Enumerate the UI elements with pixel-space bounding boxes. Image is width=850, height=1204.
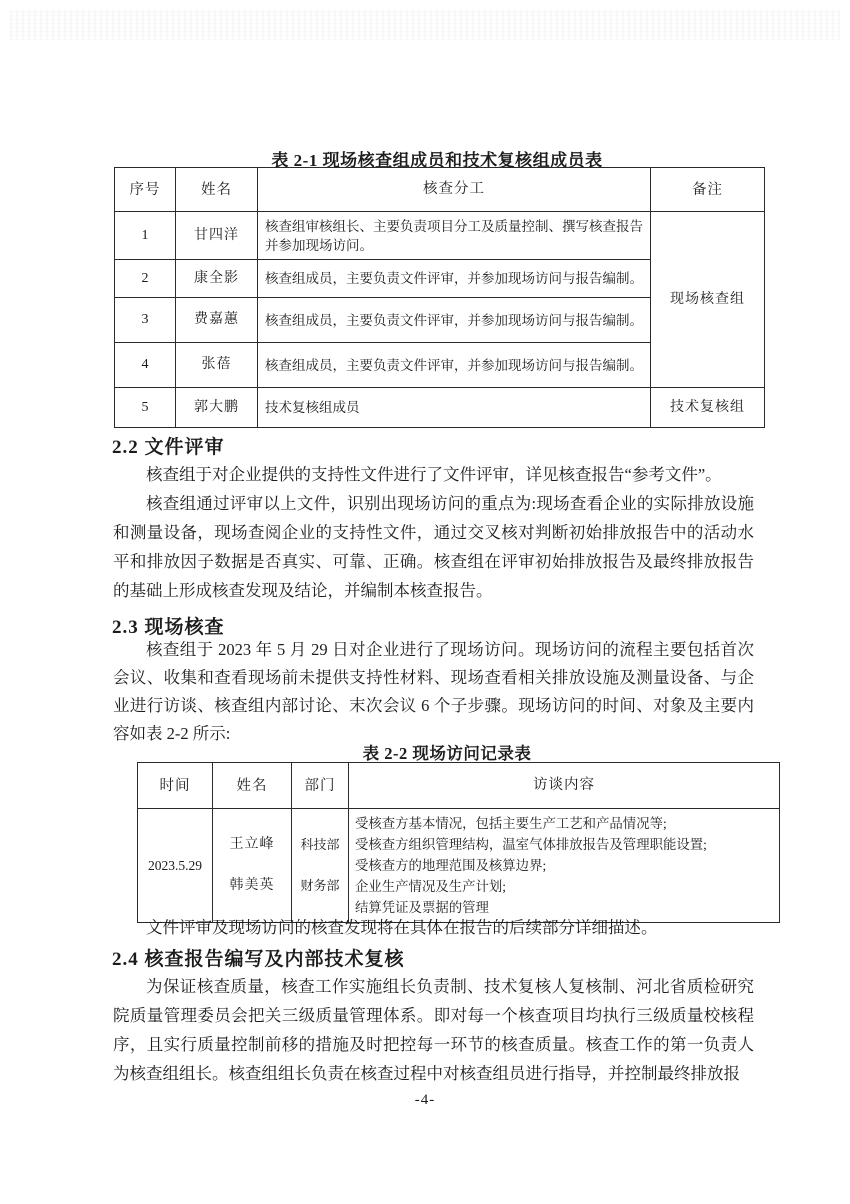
header-name: 姓名 (213, 763, 292, 809)
duty-cell: 核查组成员，主要负责文件评审，并参加现场访问与报告编制。 (258, 298, 651, 343)
duty-cell: 核查组审核组长、主要负责项目分工及质量控制、撰写核查报告并参加现场访问。 (258, 212, 651, 260)
interview-content-cell (349, 809, 780, 923)
after-table-note: 文件评审及现场访问的核查发现将在具体在报告的后续部分详细描述。 (146, 918, 658, 937)
duty-cell: 核查组成员，主要负责文件评审，并参加现场访问与报告编制。 (258, 343, 651, 388)
header-dept: 部门 (292, 763, 349, 809)
name-cell: 张蓓 (176, 343, 258, 388)
serial-cell: 4 (115, 343, 176, 388)
name-cell: 郭大鹏 (176, 388, 258, 428)
interview-content-line: 企业生产情况及生产计划; (355, 879, 507, 894)
interviewee-dept: 科技部 (300, 837, 340, 853)
serial-cell: 1 (115, 212, 176, 260)
table-row (115, 168, 765, 212)
table-row (115, 388, 765, 428)
paragraph: 为保证核查质量，核查工作实施组长负责制、技术复核人复核制、河北省质检研究院质量管理委员会把关三级质量管理体系。即对每一个核查项目均执行三级质量校核程序，且实行质量控制前移的措施及时把控每一环节的核查质量。核查工作的第一负责人为核查组组长。核查组组长负责在核查过程中对核查组员进行指导，并控制最终排放报 (113, 977, 754, 1083)
header-remark: 备注 (651, 168, 765, 212)
name-cell: 康全影 (176, 260, 258, 298)
visit-depts-cell (292, 809, 349, 923)
remark-cell-onsite-group: 现场核查组 (651, 212, 765, 388)
visit-date-cell: 2023.5.29 (138, 809, 213, 923)
paragraph: 核查组于 2023 年 5 月 29 日对企业进行了现场访问。现场访问的流程主要包括首次会议、收集和查看现场前未提供支持性材料、现场查看相关排放设施及测量设备、与企业进行访谈、核查组内部讨论、末次会议 6 个子步骤。现场访问的时间、对象及主要内容如表 2-2 所示: (113, 640, 754, 743)
name-cell: 甘四洋 (176, 212, 258, 260)
table-2-1-title: 表 2-1 现场核查组成员和技术复核组成员表 (271, 151, 603, 170)
interviewee-name: 韩美英 (229, 877, 275, 893)
interview-content-line: 受核查方基本情况，包括主要生产工艺和产品情况等; (355, 816, 667, 831)
section-2-3-body (113, 636, 754, 748)
interviewee-dept: 财务部 (300, 877, 340, 893)
page-number: -4- (414, 1092, 436, 1108)
paragraph: 核查组于对企业提供的支持性文件进行了文件评审，详见核查报告“参考文件”。 (146, 465, 722, 484)
header-serial: 序号 (115, 168, 176, 212)
section-2-4-body (113, 972, 754, 1088)
scan-noise-band (10, 10, 840, 40)
section-2-3-heading: 2.3 现场核查 (112, 617, 225, 638)
section-2-2-heading: 2.2 文件评审 (112, 437, 225, 458)
table-2-1-team-members (114, 167, 765, 428)
section-2-4-heading: 2.4 核查报告编写及内部技术复核 (112, 949, 405, 970)
section-2-2-body (113, 460, 754, 605)
interviewee-name: 王立峰 (229, 837, 275, 853)
paragraph: 核查组通过评审以上文件，识别出现场访问的重点为:现场查看企业的实际排放设施和测量设备，现场查阅企业的支持性文件，通过交叉核对判断初始排放报告中的活动水平和排放因子数据是否真实、可靠、正确。核查组在评审初始排放报告及最终排放报告的基础上形成核查发现及结论，并编制本核查报告。 (113, 494, 754, 600)
table-2-2-title: 表 2-2 现场访问记录表 (362, 744, 532, 763)
header-time: 时间 (138, 763, 213, 809)
header-interview-content: 访谈内容 (349, 763, 780, 809)
serial-cell: 2 (115, 260, 176, 298)
name-cell: 费嘉蕙 (176, 298, 258, 343)
header-name: 姓名 (176, 168, 258, 212)
interview-content-line: 受核查方组织管理结构，温室气体排放报告及管理职能设置; (355, 837, 707, 852)
table-row (138, 809, 780, 923)
interview-content-line: 受核查方的地理范围及核算边界; (355, 858, 547, 873)
serial-cell: 5 (115, 388, 176, 428)
header-duty: 核查分工 (258, 168, 651, 212)
serial-cell: 3 (115, 298, 176, 343)
table-row (115, 212, 765, 260)
visit-names-cell (213, 809, 292, 923)
duty-cell: 技术复核组成员 (258, 388, 651, 428)
duty-cell: 核查组成员，主要负责文件评审，并参加现场访问与报告编制。 (258, 260, 651, 298)
interview-content-line: 结算凭证及票据的管理 (355, 900, 489, 915)
table-2-2-site-visit-record (137, 762, 780, 923)
table-row (138, 763, 780, 809)
remark-cell-review-group: 技术复核组 (651, 388, 765, 428)
